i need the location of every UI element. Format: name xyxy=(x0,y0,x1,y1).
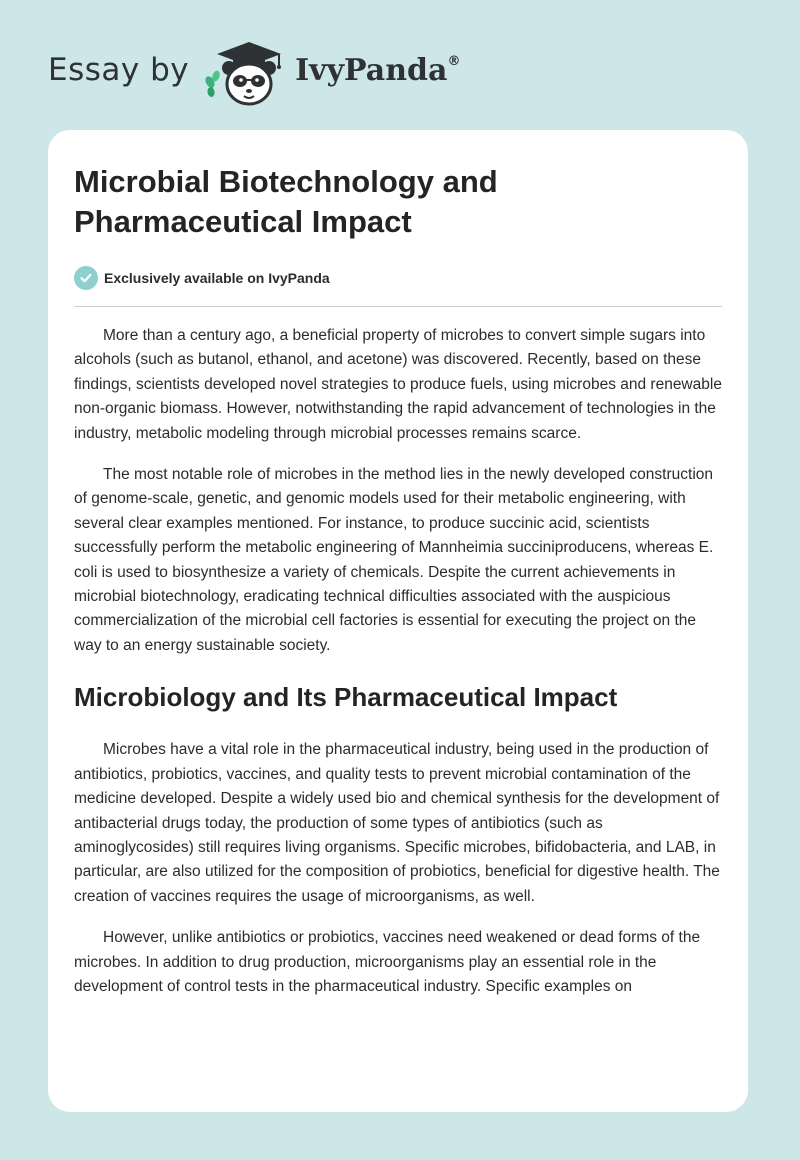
paragraph: The most notable role of microbes in the method lies in the newly developed construction of genome-scale, genetic, and genomic models used for their metabolic engineering, with several clear examples mentioned. For instance, to produce succinic acid, scientists successfully perform the metabolic engineering of Mannheimia succiniproducens, whereas E. coli is used to biosynthesize a variety of chemicals. Despite the current achievements in microbial biotechnology, eradicating technical difficulties associated with the auspicious commercialization of the microbial cell factories is essential for executing the project on the way to an energy sustainable society. xyxy=(74,466,714,654)
brand-prefix: Essay by xyxy=(48,52,190,88)
check-icon xyxy=(74,266,98,290)
article-card xyxy=(48,130,748,1112)
paragraph: However, unlike antibiotics or probiotics, vaccines need weakened or dead forms of the microbes. In addition to drug production, microorganisms play an essential role in the development of control tests in the pharmaceutical industry. Specific examples on xyxy=(74,929,701,995)
panda-mascot-icon xyxy=(199,36,291,108)
divider xyxy=(74,306,722,307)
paragraph: Microbes have a vital role in the pharmaceutical industry, being used in the production of antibiotics, probiotics, vaccines, and quality tests to prevent microbial contamination of the medicine developed. Despite a widely used bio and chemical synthesis for the development of antibacterial drugs today, the production of some types of antibiotics (such as aminoglycosides) still requires living organisms. Specific microbes, bifidobacteria, and LAB, in particular, are also utilized for the composition of probiotics, beneficial for digestive health. The creation of vaccines requires the usage of microorganisms, as well. xyxy=(74,741,720,905)
brand-name: IvyPanda® xyxy=(295,52,461,88)
brand-logo[interactable] xyxy=(48,36,460,108)
exclusive-badge xyxy=(74,264,722,292)
exclusive-label: Exclusively available on IvyPanda xyxy=(104,270,330,286)
paragraph: More than a century ago, a beneficial property of microbes to convert simple sugars into alcohols (such as butanol, ethanol, and acetone) was discovered. Recently, based on these findings, scientists developed novel strategies to produce fuels, using microbes and renewable non-organic biomass. However, notwithstanding the rapid advancement of technologies in the industry, metabolic modeling through microbial processes remains scarce. xyxy=(74,327,722,442)
section-heading: Microbiology and Its Pharmaceutical Impact xyxy=(74,682,618,713)
article-title: Microbial Biotechnology and Pharmaceutical Impact xyxy=(74,164,498,239)
